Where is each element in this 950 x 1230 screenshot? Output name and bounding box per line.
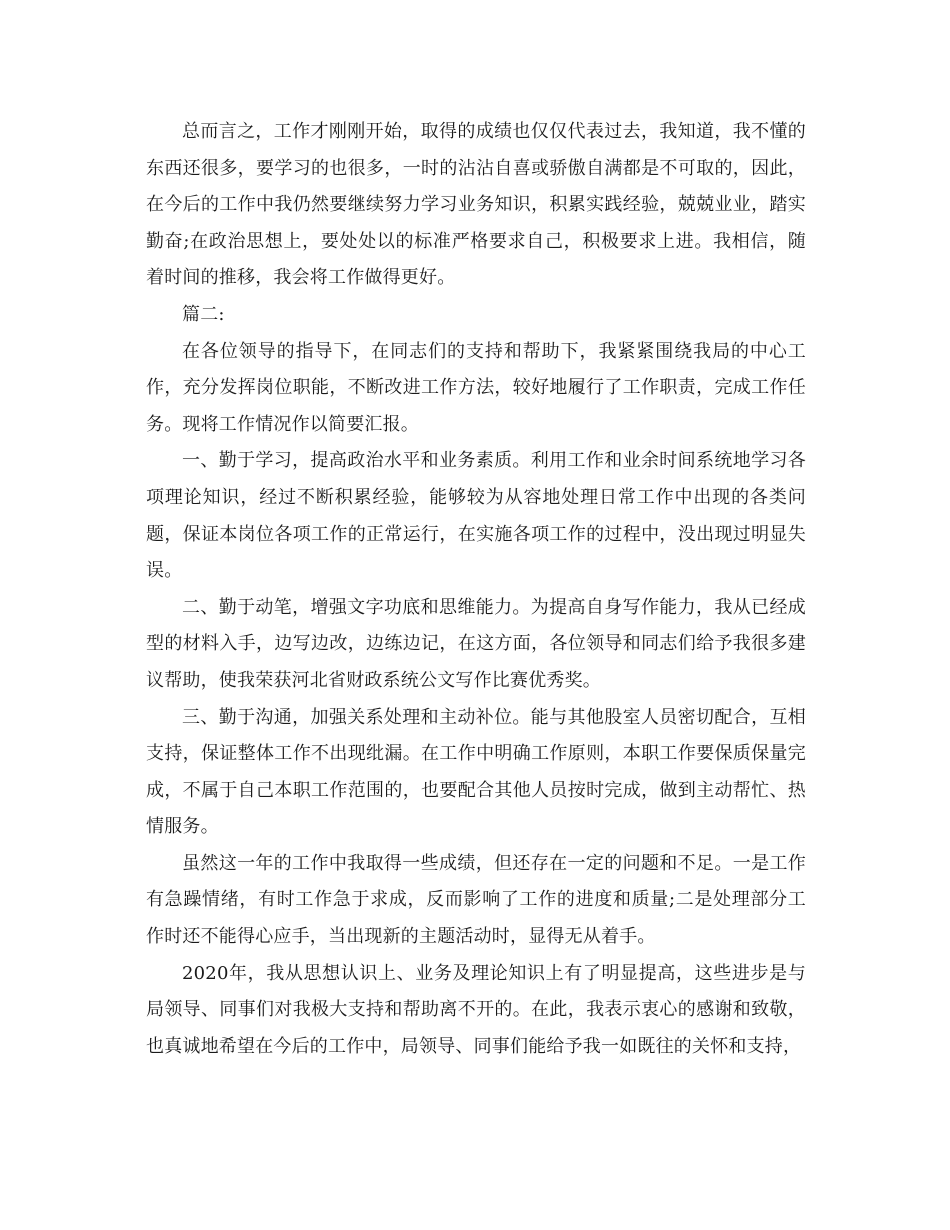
paragraph-point-two: 二、勤于动笔，增强文字功底和思维能力。为提高自身写作能力，我从已经成型的材料入手，边写边改，边练边记，在这方面，各位领导和同志们给予我很多建议帮助，使我荣获河北省财政系统公文写作比赛优秀奖。: [146, 596, 806, 691]
document-body: [146, 114, 806, 1065]
paragraph-conclusion: 总而言之，工作才刚刚开始，取得的成绩也仅仅代表过去，我知道，我不懂的东西还很多，要学习的也很多，一时的沾沾自喜或骄傲自满都是不可取的，因此，在今后的工作中我仍然要继续努力学习业务知识，积累实践经验，兢兢业业，踏实勤奋;在政治思想上，要处处以的标准严格要求自己，积极要求上进。我相信，随着时间的推移，我会将工作做得更好。: [146, 121, 806, 289]
paragraph-introduction: 在各位领导的指导下，在同志们的支持和帮助下，我紧紧围绕我局的中心工作，充分发挥岗位职能，不断改进工作方法，较好地履行了工作职责，完成工作任务。现将工作情况作以简要汇报。: [146, 340, 806, 435]
paragraph-point-three: 三、勤于沟通，加强关系处理和主动补位。能与其他股室人员密切配合，互相支持，保证整体工作不出现纰漏。在工作中明确工作原则，本职工作要保质保量完成，不属于自己本职工作范围的，也要配合其他人员按时完成，做到主动帮忙、热情服务。: [146, 706, 806, 838]
section-heading-part-two: 篇二:: [182, 303, 225, 325]
paragraph-year-summary: 2020年，我从思想认识上、业务及理论知识上有了明显提高，这些进步是与局领导、同事们对我极大支持和帮助离不开的。在此，我表示衷心的感谢和致敬，也真诚地希望在今后的工作中，局领导、同事们能给予我一如既往的关怀和支持，: [146, 962, 806, 1057]
paragraph-shortcomings: 虽然这一年的工作中我取得一些成绩，但还存在一定的问题和不足。一是工作有急躁情绪，有时工作急于求成，反而影响了工作的进度和质量;二是处理部分工作时还不能得心应手，当出现新的主题活动时，显得无从着手。: [146, 852, 806, 948]
paragraph-point-one: 一、勤于学习，提高政治水平和业务素质。利用工作和业余时间系统地学习各项理论知识，经过不断积累经验，能够较为从容地处理日常工作中出现的各类问题，保证本岗位各项工作的正常运行，在实施各项工作的过程中，没出现过明显失误。: [146, 450, 806, 582]
